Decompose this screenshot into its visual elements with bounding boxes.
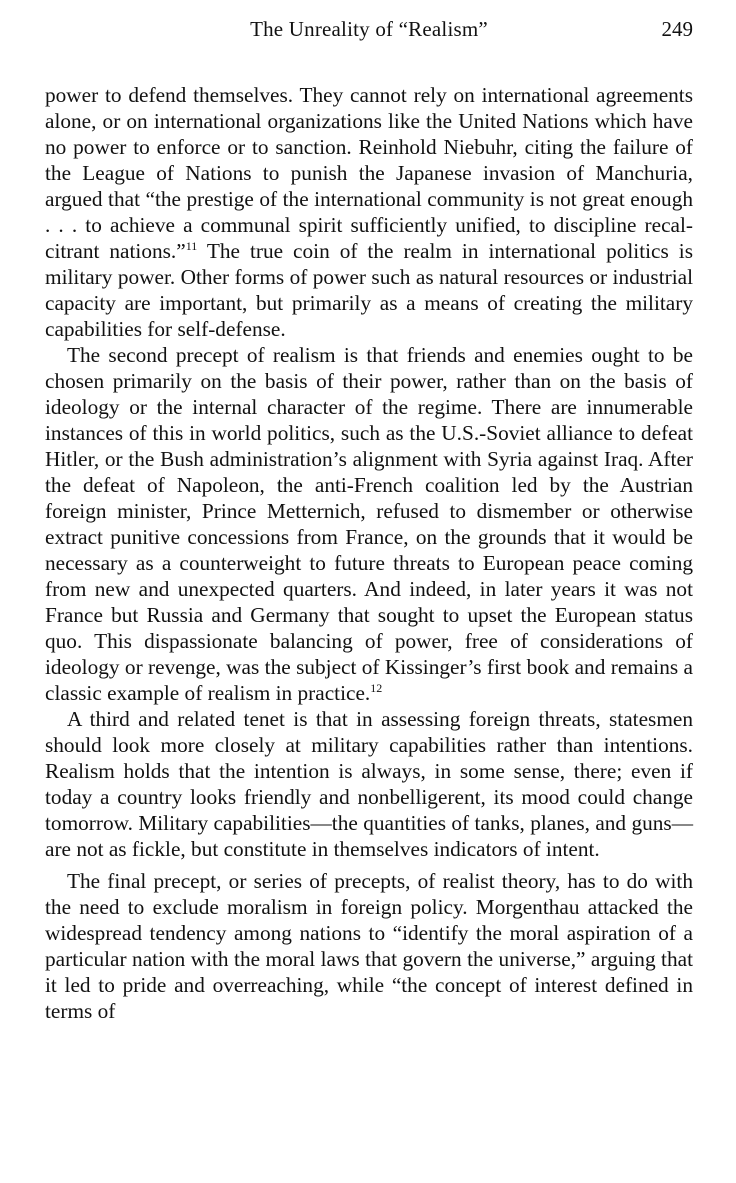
- footnote-marker-12: 12: [370, 681, 383, 695]
- book-page: [45, 14, 693, 1024]
- footnote-marker-11: 11: [185, 239, 198, 253]
- paragraph-3: [45, 706, 693, 862]
- paragraph-4-text: The final precept, or series of precepts, of realist theory, has to do with the need to exclude moralism in foreign policy. Morgenthau attacked the widespread tendency among nations to “identify the moral aspiration of a particular nation with the moral laws that govern the universe,” arguing that it led to pride and overreaching, while “the concept of interest defined in terms of: [45, 869, 693, 1023]
- paragraph-2-text: The second precept of realism is that friends and enemies ought to be chosen primarily on the basis of their power, rather than on the basis of ideology or the internal character of the regime. There are innumerable instances of this in world politics, such as the U.S.-Soviet alliance to defeat Hitler, or the Bush administration’s alignment with Syria against Iraq. After the defeat of Napoleon, the anti-French coalition led by the Austrian foreign minister, Prince Metternich, refused to dismember or otherwise extract punitive concessions from France, on the grounds that it would be necessary as a counterweight to future threats to European peace coming from new and unexpected quarters. And indeed, in later years it was not France but Russia and Germany that sought to upset the European status quo. This dispassionate balancing of power, free of considerations of ideology or revenge, was the subject of Kissinger’s first book and remains a classic example of realism in practice.: [45, 343, 693, 705]
- paragraph-1-text: power to defend themselves. They cannot rely on international agreements alone, or on international organizations like the United Nations which have no power to enforce or to sanction. Reinhold Niebuhr, citing the failure of the League of Nations to punish the Japanese invasion of Manchuria, argued that “the prestige of the international community is not great enough . . . to achieve a communal spirit sufficiently unified, to discipline recalcitrant nations.”: [45, 83, 693, 263]
- paragraph-1: [45, 82, 693, 342]
- paragraph-4: [45, 868, 693, 1024]
- running-title: The Unreality of “Realism”: [250, 17, 488, 41]
- running-head: [45, 14, 693, 44]
- body-text: [45, 82, 693, 1024]
- paragraph-3-text: A third and related tenet is that in assessing foreign threats, statesmen should look more closely at military capabilities rather than intentions. Realism holds that the intention is always, in some sense, there; even if today a country looks friendly and nonbelligerent, its mood could change tomorrow. Military capabilities—the quantities of tanks, planes, and guns—are not as fickle, but constitute in themselves indicators of intent.: [45, 707, 693, 861]
- page-number: 249: [661, 17, 693, 41]
- paragraph-1-text-continued: The true coin of the realm in international politics is military power. Other forms of power such as natural resources or industrial capacity are important, but primarily as a means of creating the military capabilities for self-defense.: [45, 239, 693, 341]
- paragraph-2: [45, 342, 693, 706]
